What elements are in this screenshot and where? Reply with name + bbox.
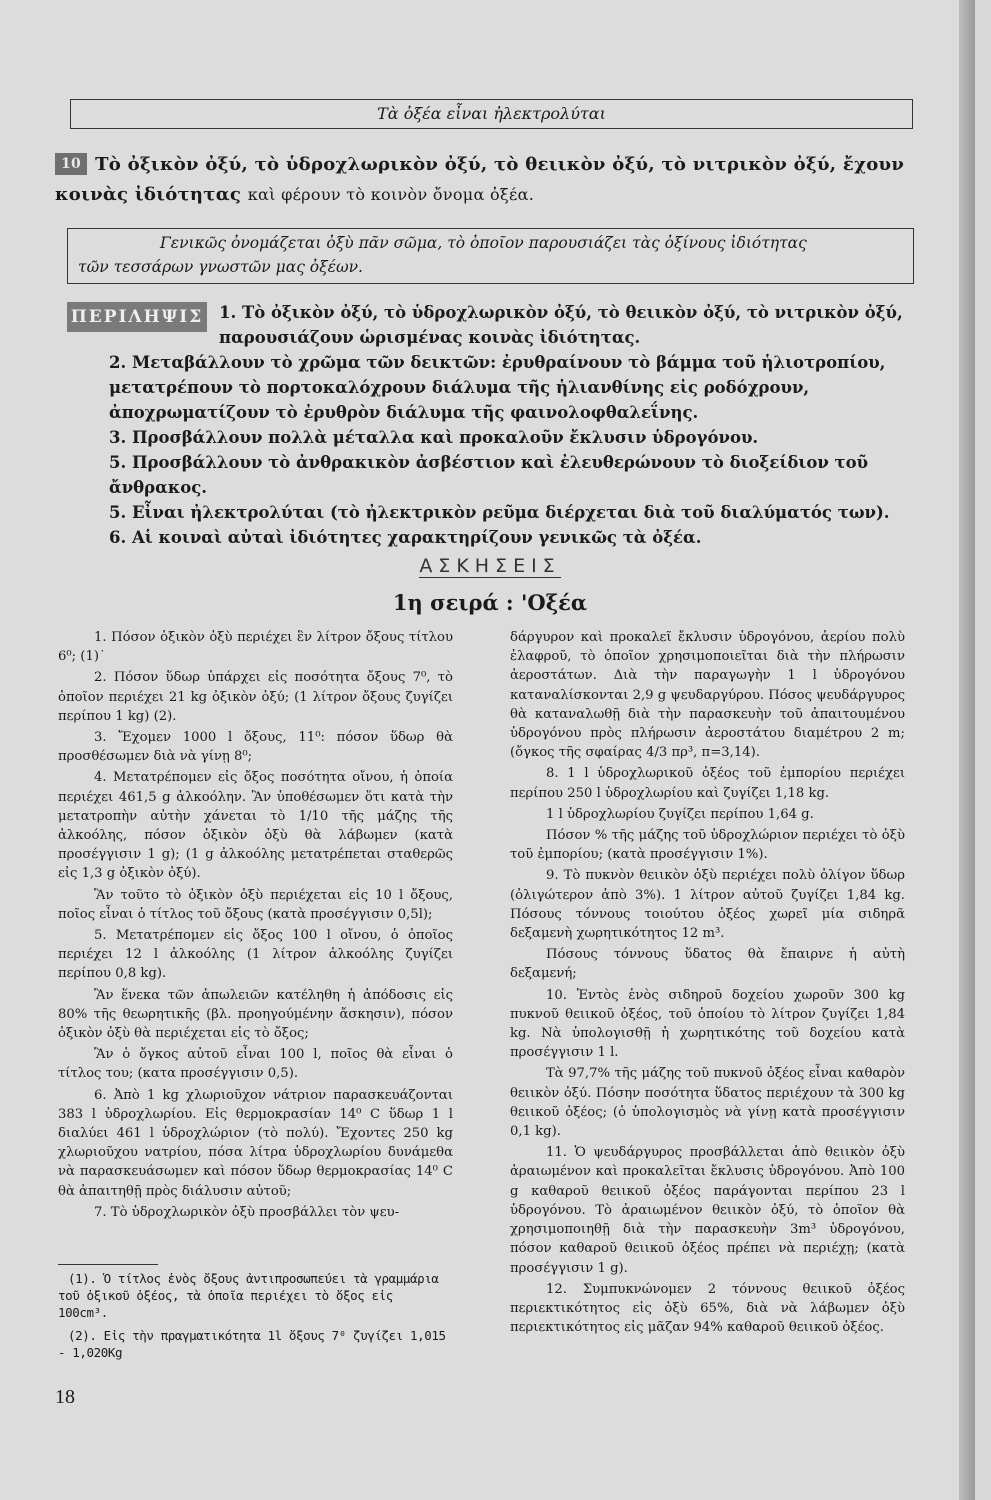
exercise-paragraph: 11. Ὁ ψευδάργυρος προσβάλλεται ἀπὸ θειικὸν ὀξὺ ἀραιωμένον καὶ προκαλεῖται ἔκλυσις ὑδρογόνου. Ἀπὸ 100 g καθαροῦ θειικοῦ ὀξέος παράγονται περίπου 23 l ὑδρογόνου. Τὸ ἀραιωμένον θειικὸν ὀξύ, τὸ ὁποῖον θὰ χρησιμοποιηθῇ διὰ τὴν παρασκευὴν 3m³ ὑδρογόνου, πόσον καθαροῦ θειικοῦ ὀξέος πρέπει νὰ περιέχῃ; (κατὰ προσέγγισιν 1 g). <box>510 1145 905 1276</box>
exercise-paragraph: Ἂν ὁ ὄγκος αὐτοῦ εἶναι 100 l, ποῖος θὰ εἶναι ὁ τίτλος του; (κατα προσέγγισιν 0,5). <box>58 1047 453 1082</box>
exercise-paragraph: 1 l ὑδροχλωρίου ζυγίζει περίπου 1,64 g. <box>546 806 814 822</box>
summary-item: 1. Τὸ ὀξικὸν ὀξύ, τὸ ὑδροχλωρικὸν ὀξύ, τὸ θειικὸν ὀξύ, τὸ νιτρικὸν ὀξύ, παρουσιάζουν ὡρισμένας κοινὰς ἰδιότητας. <box>219 303 903 347</box>
footnotes <box>58 1270 448 1367</box>
summary <box>55 300 935 550</box>
exercise-paragraph: Πόσους τόννους ὕδατος θὰ ἔπαιρνε ἡ αὐτὴ δεξαμενή; <box>510 947 905 982</box>
page-edge <box>959 0 975 1500</box>
exercise-paragraph: Πόσον % τῆς μάζης τοῦ ὑδροχλώριον περιέχει τὸ ὀξὺ τοῦ ἐμπορίου; (κατὰ προσέγγισιν 1%). <box>510 828 905 863</box>
summary-item: 5. Εἶναι ἠλεκτρολύται (τὸ ἠλεκτρικὸν ρεῦμα διέρχεται διὰ τοῦ διαλύματός των). <box>109 503 890 522</box>
summary-item: 3. Προσβάλλουν πολλὰ μέταλλα καὶ προκαλοῦν ἔκλυσιν ὑδρογόνου. <box>109 428 759 447</box>
page-number: 18 <box>55 1386 75 1408</box>
section-number-badge: 10 <box>55 153 87 175</box>
footnote: (2). Εἰς τὴν πραγματικότητα 1l ὄξους 7⁰ ζυγίζει 1,015 - 1,020Kg <box>58 1328 446 1360</box>
exercise-paragraph: Τὰ 97,7% τῆς μάζης τοῦ πυκνοῦ ὀξέος εἶναι καθαρὸν θειικὸν ὀξύ. Πόσην ποσότητα ὕδατος περιέχουν τὰ 300 kg θειικοῦ ὀξέος; (ὁ ὑπολογισμὸς νὰ γίνῃ κατὰ προσέγγισιν 0,1 kg). <box>510 1066 905 1140</box>
summary-item: 2. Μεταβάλλουν τὸ χρῶμα τῶν δεικτῶν: ἐρυθραίνουν τὸ βάμμα τοῦ ἡλιοτροπίου, μετατρέπουν τὸ πορτοκαλόχρουν διάλυμα τῆς ἡλιανθίνης εἰς ροδόχρουν, ἀποχρωματίζουν τὸ ἐρυθρὸν διάλυμα τῆς φαινολοφθαλεΐνης. <box>109 353 886 422</box>
exercises-left-column <box>58 628 453 1224</box>
definition-line-2: τῶν τεσσάρων γνωστῶν μας ὀξέων. <box>78 258 363 276</box>
footnote: (1). Ὁ τίτλος ἑνὸς ὄξους ἀντιπροσωπεύει τὰ γραμμάρια τοῦ ὀξικοῦ ὀξέος, τὰ ὁποῖα περιέχει τὸ ὄξος εἰς 100cm³. <box>58 1271 439 1320</box>
exercise-paragraph: 12. Συμπυκνώνομεν 2 τόννους θειικοῦ ὀξέος περιεκτικότητος εἰς ὀξὺ 65%, διὰ νὰ λάβωμεν ὀξὺ περιεκτικότητος εἰς μᾶζαν 94% καθαροῦ θειικοῦ ὀξέος. <box>510 1281 905 1336</box>
exercise-paragraph: 8. 1 l ὑδροχλωρικοῦ ὀξέος τοῦ ἐμπορίου περιέχει περίπου 250 l ὑδροχλωρίου καὶ ζυγίζει 1,18 kg. <box>510 766 905 801</box>
exercise-paragraph: 6. Ἀπὸ 1 kg χλωριοῦχον νάτριον παρασκευάζονται 383 l ὑδροχλωρίου. Εἰς θερμοκρασίαν 14⁰ C ὕδωρ 1 l διαλύει 461 l ὑδροχλώριον (τὸ πολύ). Ἔχοντες 250 kg χλωριοῦχου νατρίου, πόσα λίτρα ὑδροχλωρίου δυνάμεθα νὰ παρασκευάσωμεν καὶ πόσον ὕδωρ θερμοκρασίας 14⁰ C θὰ ἀπαιτηθῇ πρὸς διάλυσιν αὐτοῦ; <box>58 1087 453 1199</box>
exercise-paragraph: 3. Ἔχομεν 1000 l ὄξους, 11⁰: πόσον ὕδωρ θὰ προσθέσωμεν διὰ νὰ γίνῃ 8⁰; <box>58 730 453 765</box>
definition-line-1: Γενικῶς ὀνομάζεται ὀξὺ πᾶν σῶμα, τὸ ὁποῖον παρουσιάζει τὰς ὀξίνους ἰδιότητας <box>160 234 807 252</box>
section-10 <box>55 150 935 210</box>
exercises-heading: ΑΣΚΗΣΕΙΣ <box>419 555 561 577</box>
exercises-right-column <box>510 628 905 1339</box>
exercise-paragraph: 5. Μετατρέπομεν εἰς ὄξος 100 l οἴνου, ὁ ὁποῖος περιέχει 12 l ἀλκοόλης (1 λίτρον ἀλκοόλης ζυγίζει περίπου 0,8 kg). <box>58 928 453 982</box>
summary-item: 6. Αἱ κοιναὶ αὐταὶ ἰδιότητες χαρακτηρίζουν γενικῶς τὰ ὀξέα. <box>109 528 702 547</box>
series-title: 1η σειρά : 'Οξέα <box>392 590 588 615</box>
exercise-paragraph: 9. Τὸ πυκνὸν θειικὸν ὀξὺ περιέχει πολὺ ὀλίγον ὕδωρ (ὀλιγώτερον ἀπὸ 3%). 1 λίτρον αὐτοῦ ζυγίζει 1,84 kg. Πόσους τόννους τοιούτου ὀξέος χωρεῖ μία σιδηρᾶ δεξαμενὴ χωρητικότητος 12 m³. <box>510 868 905 942</box>
summary-tag: ΠΕΡΙΛΗΨΙΣ <box>67 302 207 332</box>
exercise-paragraph: 2. Πόσον ὕδωρ ὑπάρχει εἰς ποσότητα ὄξους 7⁰, τὸ ὁποῖον περιέχει 21 kg ὀξικὸν ὀξύ; (1 λίτρον ὄξους ζυγίζει περίπου 1 kg) (2). <box>58 670 453 724</box>
exercise-paragraph: Ἂν ἕνεκα τῶν ἀπωλειῶν κατέληθη ἡ ἀπόδοσις εἰς 80% τῆς θεωρητικῆς (βλ. προηγούμένην ἄσκησιν), πόσον ὀξικὸν ὀξὺ θὰ περιέχεται εἰς τὸ ὄξος; <box>58 987 453 1042</box>
exercise-paragraph: δάργυρον καὶ προκαλεῖ ἔκλυσιν ὑδρογόνου, ἀερίου πολὺ ἐλαφροῦ, τὸ ὁποῖον χρησιμοποιεῖται διὰ τὴν πλήρωσιν ἀεροστάτων. Διὰ τὴν παραγωγὴν 1 l ὑδρογόνου καταναλίσκονται 2,9 g ψευδαργύρου. Πόσος ψευδάργυρος θὰ καταναλωθῇ διὰ τὴν παρασκευὴν τοῦ ἀπαιτουμένου ὑδρογόνου πρὸς πλήρωσιν ἀεροστάτου διαμέτρου 2 m; (ὄγκος τῆς σφαίρας 4/3 πρ³, π=3,14). <box>510 630 905 761</box>
section-10-rest: καὶ φέρουν τὸ κοινὸν ὄνομα ὀξέα. <box>247 185 535 204</box>
footnote-divider <box>58 1264 158 1265</box>
exercise-paragraph: 4. Μετατρέπομεν εἰς ὄξος ποσότητα οἴνου, ἡ ὁποία περιέχει 461,5 g ἀλκοόλην. Ἂν ὑποθέσωμεν ὅτι κατὰ τὴν μετατροπὴν αὐτὴν χάνεται τὸ 1/10 τῆς μάζης τῆς ἀλκοόλης, πόσον ὀξικὸν ὀξὺ θὰ λάβωμεν (κατὰ προσέγγισιν 1 g); (1 g ἀλκοόλης μετατρέπεται σταθερῶς εἰς 1,3 g ὀξικὸν ὀξύ). <box>58 770 453 882</box>
section-10-bold: Τὸ ὀξικὸν ὀξύ, τὸ ὑδροχλωρικὸν ὀξύ, τὸ θειικὸν ὀξύ, τὸ νιτρικὸν ὀξύ, ἔχουν κοινὰς ἰδιότητας <box>55 154 905 205</box>
exercise-paragraph: 10. Ἐντὸς ἑνὸς σιδηροῦ δοχείου χωροῦν 300 kg πυκνοῦ θειικοῦ ὀξέος, τοῦ ὁποίου τὸ λίτρον ζυγίζει 1,84 kg. Νὰ ὑπολογισθῇ ἡ χωρητικότης τοῦ δοχείου κατὰ προσέγγισιν 1 l. <box>510 987 905 1061</box>
exercise-paragraph: Ἂν τοῦτο τὸ ὀξικὸν ὀξὺ περιέχεται εἰς 10 l ὄξους, ποῖος εἶναι ὁ τίτλος τοῦ ὄξους (κατὰ προσέγγισιν 0,5l); <box>58 887 453 922</box>
chapter-header: Τὰ ὀξέα εἶναι ἠλεκτρολύται <box>70 99 913 129</box>
exercise-paragraph: 7. Τὸ ὑδροχλωρικὸν ὀξὺ προσβάλλει τὸν ψευ- <box>94 1204 400 1220</box>
summary-item: 5. Προσβάλλουν τὸ ἀνθρακικὸν ἀσβέστιον καὶ ἐλευθερώνουν τὸ διοξείδιον τοῦ ἄνθρακος. <box>109 453 869 497</box>
definition-box <box>67 228 914 284</box>
exercise-paragraph: 1. Πόσον ὀξικὸν ὀξὺ περιέχει ἓν λίτρον ὄξους τίτλου 6⁰; (1)˙ <box>58 630 453 665</box>
